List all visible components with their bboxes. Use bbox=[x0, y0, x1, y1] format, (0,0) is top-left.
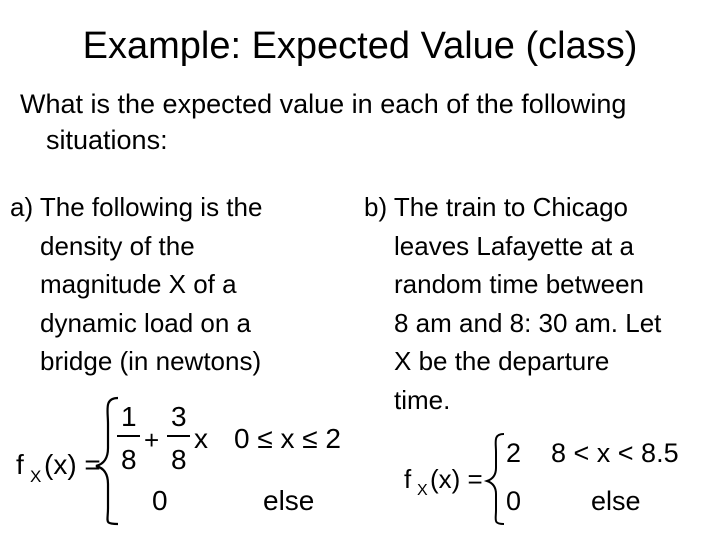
part-a-line: density of the bbox=[40, 230, 195, 261]
eq-a-lhs-arg: (x) = bbox=[44, 449, 101, 480]
eq-a-var: x bbox=[194, 423, 208, 454]
part-a-text bbox=[10, 188, 340, 381]
eq-a-den1: 8 bbox=[121, 444, 137, 475]
eq-b-lhs-f: f bbox=[404, 464, 412, 494]
eq-b-case1-value: 2 bbox=[506, 438, 522, 468]
intro-line-2: situations: bbox=[46, 125, 168, 155]
part-b-line: b) The train to Chicago bbox=[364, 192, 628, 222]
part-b-line: X be the departure bbox=[394, 346, 610, 376]
slide-title: Example: Expected Value (class) bbox=[82, 25, 638, 67]
part-b-line: leaves Lafayette at a bbox=[394, 230, 634, 261]
intro-question bbox=[20, 86, 700, 158]
part-b-line: random time between bbox=[394, 269, 645, 299]
part-a-line: dynamic load on a bbox=[40, 307, 252, 338]
eq-b-case2-cond: else bbox=[591, 486, 641, 516]
eq-a-case1-cond: 0 ≤ x ≤ 2 bbox=[234, 423, 341, 454]
part-a-line: bridge (in newtons) bbox=[40, 346, 262, 376]
part-a-line: magnitude X of a bbox=[40, 269, 237, 299]
eq-a-den2: 8 bbox=[171, 444, 187, 475]
eq-b-case1-cond: 8 < x < 8.5 bbox=[551, 438, 679, 468]
part-b-line: time. bbox=[394, 384, 451, 415]
part-b-text bbox=[364, 188, 704, 419]
eq-a-num2: 3 bbox=[171, 401, 187, 432]
eq-a-plus: + bbox=[144, 425, 160, 455]
part-a-line: a) The following is the bbox=[10, 192, 263, 222]
eq-a-case2-value: 0 bbox=[152, 485, 168, 516]
eq-a-lhs-sub: X bbox=[30, 467, 42, 486]
eq-b-lhs-sub: X bbox=[417, 482, 428, 499]
eq-b-lhs-arg: (x) = bbox=[430, 464, 483, 494]
part-b-line: 8 am and 8: 30 am. Let bbox=[394, 307, 662, 338]
eq-b-case2-value: 0 bbox=[506, 486, 522, 516]
eq-b-brace bbox=[487, 434, 504, 524]
equation-a bbox=[0, 390, 360, 530]
equation-b bbox=[390, 430, 710, 530]
eq-a-lhs-f: f bbox=[16, 449, 24, 480]
eq-a-num1: 1 bbox=[121, 401, 137, 432]
intro-line-1: What is the expected value in each of the following bbox=[20, 89, 627, 119]
eq-a-case2-cond: else bbox=[263, 485, 315, 516]
